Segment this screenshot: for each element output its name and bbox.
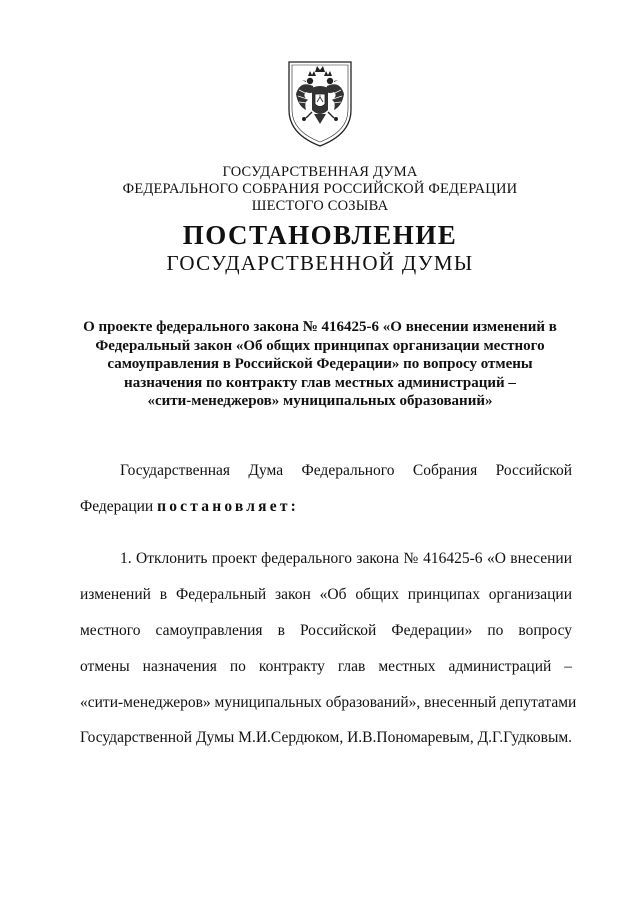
subject-line-4: назначения по контракту глав местных администраций – <box>124 374 516 391</box>
item1-line-6: Государственной Думы М.И.Сердюком, И.В.Пономаревым, Д.Г.Гудковым. <box>80 729 573 746</box>
document-subtitle: ГОСУДАРСТВЕННОЙ ДУМЫ <box>166 251 474 275</box>
coat-of-arms-emblem <box>286 60 354 148</box>
header-line-3: ШЕСТОГО СОЗЫВА <box>251 198 389 214</box>
subject-line-3: самоуправления в Российской Федерации» по вопросу отмены <box>107 356 533 372</box>
header-line-2: ФЕДЕРАЛЬНОГО СОБРАНИЯ РОССИЙСКОЙ ФЕДЕРАЦИИ <box>122 181 518 197</box>
item1-line-1: 1. Отклонить проект федерального закона № 416425-6 «О внесении <box>120 550 572 567</box>
subject-line-1: О проекте федерального закона № 416425-6 «О внесении изменений в <box>83 319 557 335</box>
item1-line-4: отмены назначения по контракту глав местных администраций – <box>80 658 572 675</box>
subject-line-5: «сити-менеджеров» муниципальных образований» <box>147 393 493 409</box>
item1-line-2: изменений в Федеральный закон «Об общих принципах организации <box>80 586 572 603</box>
header-line-1: ГОСУДАРСТВЕННАЯ ДУМА <box>222 164 418 180</box>
item1-line-3: местного самоуправления в Российской Федерации» по вопросу <box>80 622 572 639</box>
item1-line-5: «сити-менеджеров» муниципальных образований», внесенный депутатами <box>80 694 577 711</box>
preamble-prefix: Федерации <box>80 498 158 515</box>
preamble-line-2 <box>80 497 572 517</box>
preamble-line-1: Государственная Дума Федерального Собрания Российской <box>120 462 572 479</box>
document-header <box>0 164 640 215</box>
document-subject <box>70 318 570 411</box>
subject-line-2: Федеральный закон «Об общих принципах организации местного <box>95 337 545 354</box>
document-title: ПОСТАНОВЛЕНИЕ <box>182 220 458 250</box>
preamble-verb: постановляет: <box>157 498 299 515</box>
